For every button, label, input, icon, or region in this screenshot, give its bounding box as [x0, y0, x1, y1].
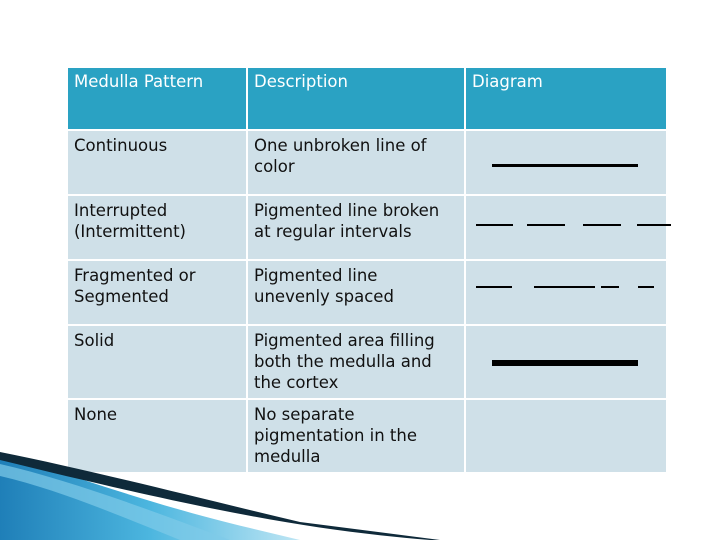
fragment-dash: [476, 286, 512, 288]
pattern-cell: Continuous: [68, 131, 246, 194]
pattern-cell: Solid: [68, 326, 246, 398]
solid-line: [492, 360, 638, 366]
diagram-interrupted: [466, 196, 666, 259]
continuous-line: [492, 164, 638, 167]
header-row: [68, 68, 666, 129]
decorative-swoosh: [0, 440, 450, 540]
description-cell: No separate pigmentation in the medulla: [248, 400, 464, 472]
interrupted-dash: [476, 224, 513, 226]
pattern-cell: Fragmented or Segmented: [68, 261, 246, 324]
interrupted-dash: [637, 224, 671, 226]
description-cell: Pigmented line unevenly spaced: [248, 261, 464, 324]
pattern-cell: Interrupted (Intermittent): [68, 196, 246, 259]
interrupted-dash: [527, 224, 565, 226]
table-row: [68, 196, 666, 259]
description-cell: One unbroken line of color: [248, 131, 464, 194]
header-description: Description: [248, 68, 464, 129]
diagram-continuous: [466, 131, 666, 194]
medulla-pattern-table: [66, 66, 668, 474]
fragment-dash: [601, 286, 619, 288]
diagram-fragmented: [466, 261, 666, 324]
fragment-dash: [534, 286, 595, 288]
pattern-cell: None: [68, 400, 246, 472]
description-cell: Pigmented line broken at regular intervals: [248, 196, 464, 259]
table-row: [68, 326, 666, 398]
diagram-solid: [466, 326, 666, 398]
diagram-none: [466, 400, 666, 472]
header-diagram: Diagram: [466, 68, 666, 129]
fragment-dash: [638, 286, 654, 288]
interrupted-dash: [583, 224, 621, 226]
table-row: [68, 261, 666, 324]
description-cell: Pigmented area filling both the medulla and the cortex: [248, 326, 464, 398]
header-medulla-pattern: Medulla Pattern: [68, 68, 246, 129]
table-row: [68, 131, 666, 194]
